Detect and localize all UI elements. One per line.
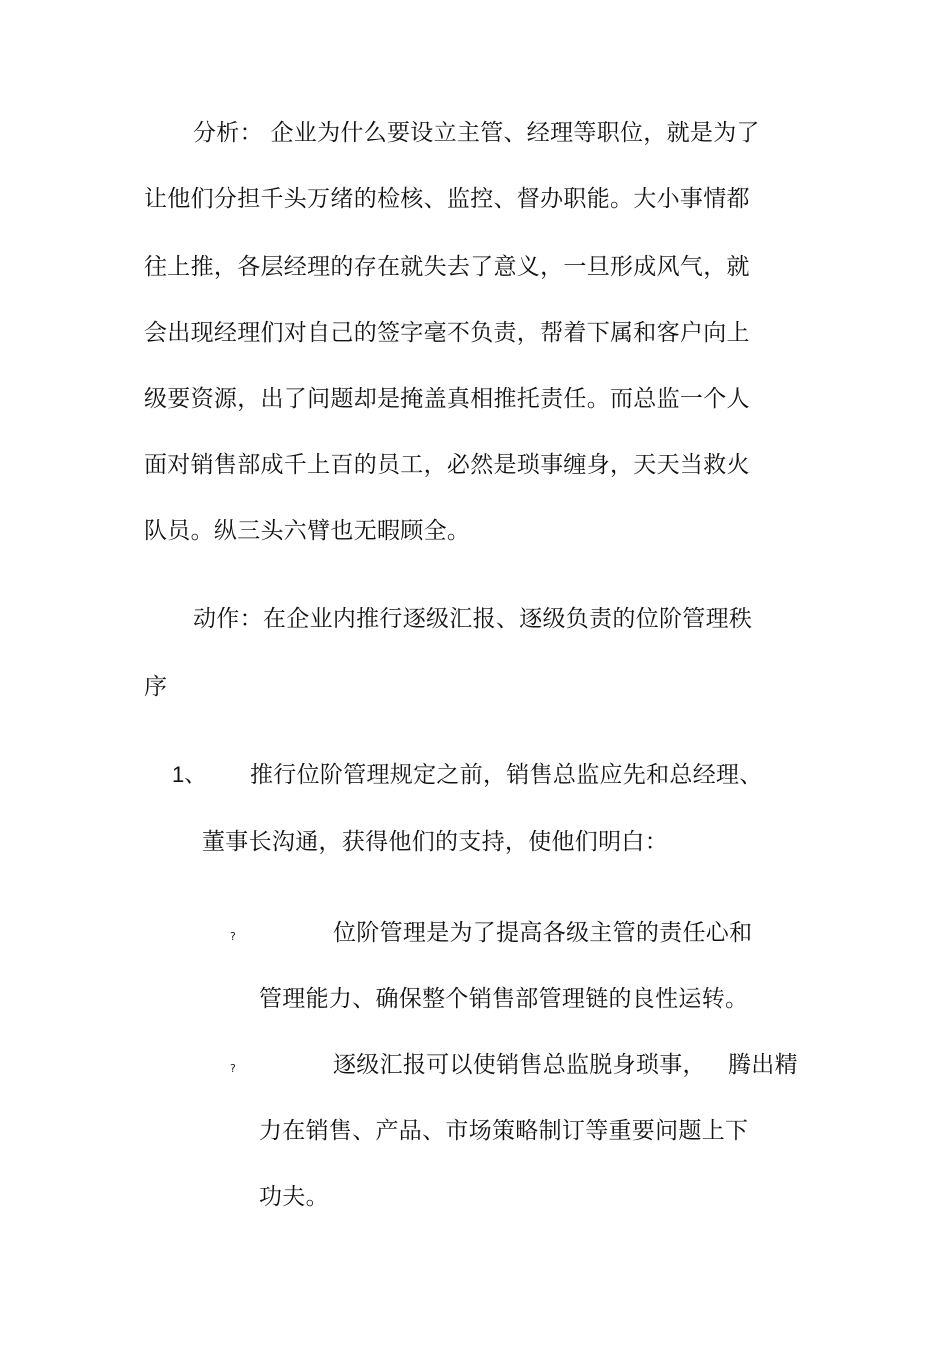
item1-line-1: 推行位阶管理规定之前，销售总监应先和总经理、 — [250, 762, 763, 788]
bullet-glyph: ? — [230, 930, 236, 943]
analysis-line-6: 面对销售部成千上百的员工，必然是琐事缠身，天天当救火 — [144, 452, 750, 478]
list-number-1: 1、 — [172, 762, 207, 787]
analysis-line-7: 队员。纵三头六臂也无暇顾全。 — [144, 518, 471, 544]
analysis-line-5: 级要资源，出了问题却是掩盖真相推托责任。而总监一个人 — [144, 386, 750, 412]
item1-line-2: 董事长沟通，获得他们的支持，使他们明白： — [202, 829, 668, 855]
action-line-2: 序 — [144, 674, 168, 700]
subitem2-line-3: 功夫。 — [259, 1184, 329, 1210]
subitem2-line-2: 力在销售、产品、市场策略制订等重要问题上下 — [259, 1118, 749, 1144]
subitem2-line-1-tail: 腾出精 — [728, 1052, 798, 1078]
subitem2-line-1: 逐级汇报可以使销售总监脱身琐事， — [333, 1052, 706, 1078]
analysis-line-3: 往上推，各层经理的存在就失去了意义，一旦形成风气，就 — [144, 254, 750, 280]
analysis-line-2: 让他们分担千头万绪的检核、监控、督办职能。大小事情都 — [144, 186, 750, 212]
action-line-1: 动作：在企业内推行逐级汇报、逐级负责的位阶管理秩 — [193, 606, 753, 632]
subitem1-line-1: 位阶管理是为了提高各级主管的责任心和 — [333, 920, 753, 946]
analysis-line-4: 会出现经理们对自己的签字毫不负责，帮着下属和客户向上 — [144, 320, 750, 346]
analysis-line-1: 分析： 企业为什么要设立主管、经理等职位，就是为了 — [193, 120, 760, 146]
bullet-glyph: ? — [230, 1062, 236, 1075]
subitem1-line-2: 管理能力、确保整个销售部管理链的良性运转。 — [259, 986, 749, 1012]
